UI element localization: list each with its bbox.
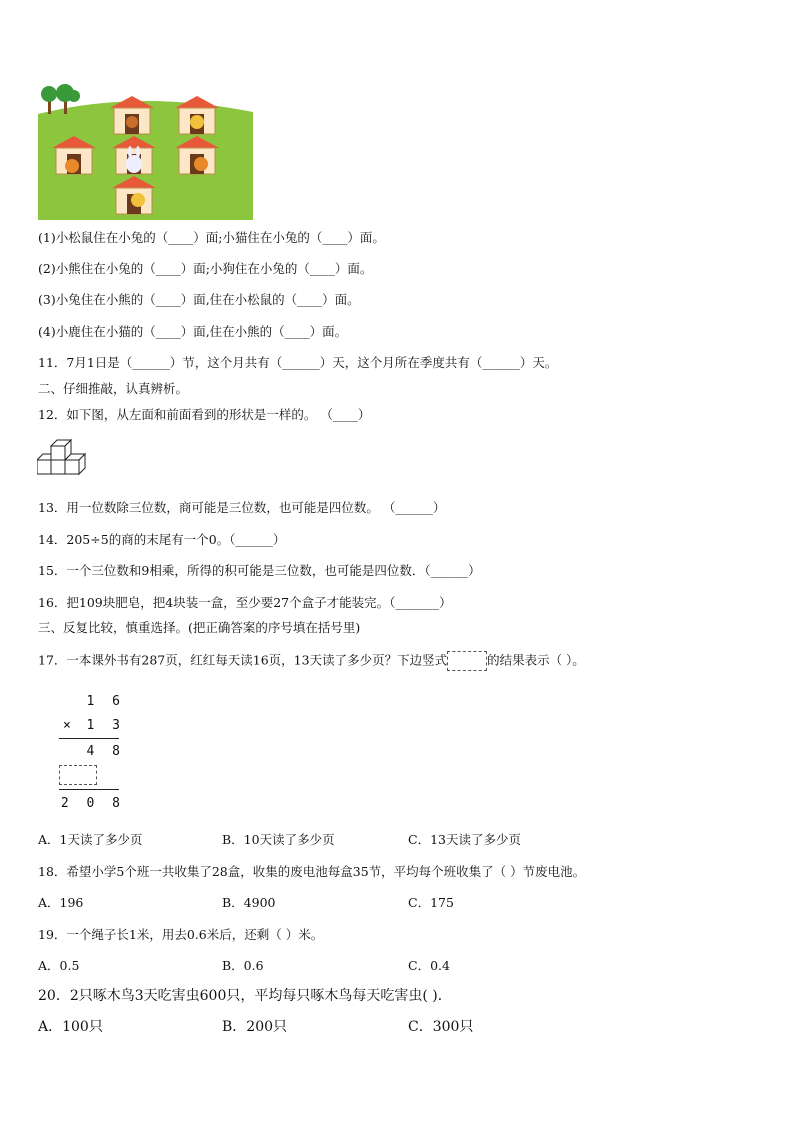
q20-option-c[interactable]: C．300只 [408, 1019, 474, 1035]
q20-option-a[interactable]: A．100只 [38, 1019, 103, 1035]
question-17-stem [38, 651, 585, 671]
q20-option-b[interactable]: B．200只 [222, 1019, 288, 1035]
vertical-multiplication [55, 694, 125, 814]
calc-dashed-box [59, 765, 97, 785]
q19-option-a[interactable]: A．0.5 [38, 958, 80, 973]
section-2-heading: 二、仔细推敲，认真辨析。 [38, 381, 189, 396]
multiply-sign: × [63, 718, 76, 733]
calc-row-3: 4 8 [86, 744, 125, 759]
q10-line-4: (4)小鹿住在小猫的（____）面,住在小熊的（____）面。 [38, 324, 348, 339]
cube-figure [37, 436, 89, 488]
animal-houses-illustration [38, 84, 253, 220]
question-16: 16．把109块肥皂，把4块装一盒，至少要27个盒子才能装完。（_______） [38, 595, 452, 610]
question-15: 15．一个三位数和9相乘，所得的积可能是三位数，也可能是四位数．（______） [38, 563, 481, 578]
q18-option-a[interactable]: A．196 [38, 895, 84, 910]
cube-stack-drawing [37, 436, 89, 484]
dashed-box [447, 651, 487, 671]
calc-row-1: 1 6 [86, 694, 125, 709]
animal-houses-picture [38, 84, 253, 220]
q17-option-a[interactable]: A．1天读了多少页 [38, 832, 143, 847]
calc-line-1 [59, 738, 119, 739]
q19-option-b[interactable]: B．0.6 [222, 958, 264, 973]
question-17-stem-b: 的结果表示（ ）。 [487, 652, 585, 668]
question-13: 13．用一位数除三位数，商可能是三位数，也可能是四位数。 （______） [38, 500, 446, 515]
question-17-stem-a: 17．一本课外书有287页，红红每天读16页，13天读了多少页？下边竖式 [38, 652, 448, 668]
calc-row-2-digits: 1 3 [86, 718, 125, 733]
q19-option-c[interactable]: C．0.4 [408, 958, 450, 973]
question-20-stem: 20．2只啄木鸟3天吃害虫600只，平均每只啄木鸟每天吃害虫( )． [38, 988, 452, 1004]
q17-option-b[interactable]: B．10天读了多少页 [222, 832, 335, 847]
q10-line-3: (3)小兔住在小熊的（____）面,住在小松鼠的（____）面。 [38, 292, 360, 307]
question-14: 14．205÷5的商的末尾有一个0。（______） [38, 532, 286, 547]
calc-line-2 [59, 789, 119, 790]
question-18-stem: 18．希望小学5个班一共收集了28盒，收集的废电池每盒35节，平均每个班收集了（ ）节废电池。 [38, 864, 586, 879]
q10-line-2: (2)小熊住在小兔的（____）面;小狗住在小兔的（____）面。 [38, 261, 373, 276]
q18-option-b[interactable]: B．4900 [222, 895, 276, 910]
question-19-stem: 19．一个绳子长1米，用去0.6米后，还剩（ ）米。 [38, 927, 324, 942]
question-12: 12．如下图，从左面和前面看到的形状是一样的。 （____） [38, 407, 371, 422]
q17-option-c[interactable]: C．13天读了多少页 [408, 832, 521, 847]
section-3-heading: 三、反复比较，慎重选择。(把正确答案的序号填在括号里) [38, 620, 361, 635]
q10-line-1: (1)小松鼠住在小兔的（____）面;小猫住在小兔的（____）面。 [38, 230, 385, 245]
q18-option-c[interactable]: C．175 [408, 895, 454, 910]
calc-row-2 [55, 718, 125, 733]
question-11: 11．7月1日是（______）节，这个月共有（______）天，这个月所在季度共有（______）天。 [38, 355, 558, 370]
calc-row-5: 2 0 8 [60, 796, 125, 811]
